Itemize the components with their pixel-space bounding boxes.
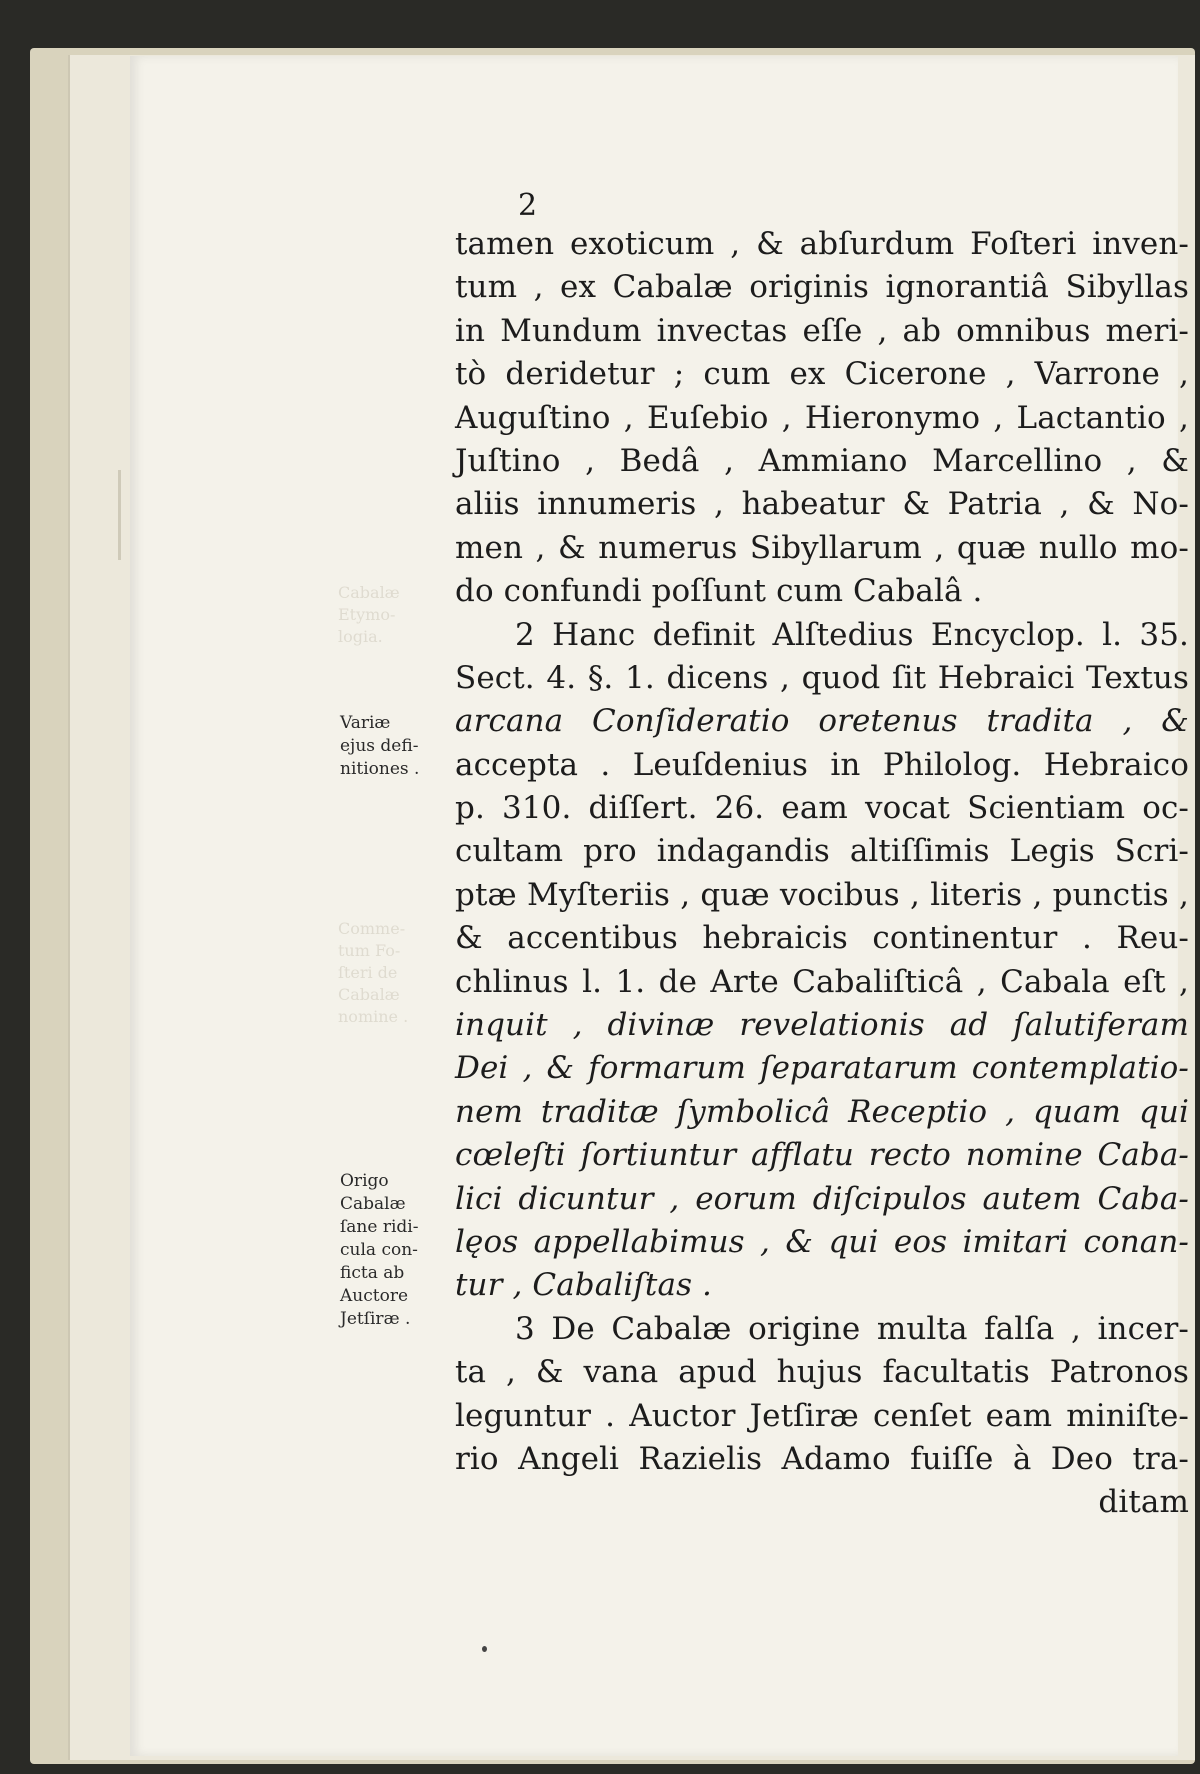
text-line: cultam pro indagandis altiſſimis Legis Scri- bbox=[455, 833, 1189, 870]
text-line: chlinus l. 1. de Arte Cabaliſticâ , Cabala eſt , bbox=[455, 963, 1189, 1000]
show-through-note-commentum bbox=[338, 918, 408, 1028]
text-line: inquit , divinæ revelationis ad ſalutiferam bbox=[455, 1007, 1189, 1044]
show-through-note-cabalae bbox=[338, 582, 400, 648]
text-line: Dei , & formarum ſeparatarum contemplatio- bbox=[455, 1050, 1189, 1087]
margin-note-line: Jetſiræ . bbox=[340, 1309, 411, 1329]
show-through-line: nomine . bbox=[338, 1007, 409, 1026]
text-line: arcana Conſideratio oretenus tradita , & bbox=[455, 703, 1189, 740]
ink-dot bbox=[482, 1646, 487, 1652]
text-line: lici dicuntur , eorum diſcipulos autem Caba- bbox=[455, 1180, 1189, 1217]
margin-note-line: ejus defi- bbox=[340, 736, 419, 756]
text-line: Sect. 4. §. 1. dicens , quod ſit Hebraici Textus bbox=[455, 659, 1189, 696]
margin-note-line: nitiones . bbox=[340, 759, 420, 779]
show-through-line: Etymo- bbox=[338, 605, 396, 624]
text-line: ta , & vana apud hujus facultatis Patronos bbox=[455, 1354, 1189, 1391]
text-line: nem traditæ ſymbolicâ Receptio , quam qui bbox=[455, 1093, 1189, 1130]
text-line: lęos appellabimus , & qui eos imitari conan- bbox=[455, 1223, 1189, 1260]
text-line: tamen exoticum , & abſurdum Foſteri inven- bbox=[455, 226, 1189, 262]
text-line: tò deridetur ; cum ex Cicerone , Varrone , bbox=[455, 356, 1189, 393]
catchword: ditam bbox=[1098, 1484, 1189, 1521]
show-through-line: ſteri de bbox=[338, 963, 398, 982]
text-line: Auguſtino , Euſebio , Hieronymo , Lactantio , bbox=[455, 399, 1189, 436]
margin-note-origo bbox=[340, 1170, 452, 1331]
show-through-line: Cabalæ bbox=[338, 583, 400, 602]
margin-note-line: Variæ bbox=[340, 713, 391, 733]
text-line: accepta . Leuſdenius in Philolog. Hebraico bbox=[455, 746, 1189, 783]
binding-mark bbox=[118, 470, 121, 560]
margin-note-line: ſane ridi- bbox=[340, 1217, 419, 1237]
margin-note-line: Cabalæ bbox=[340, 1194, 406, 1214]
text-line: Juſtino , Bedâ , Ammiano Marcellino , & bbox=[455, 442, 1189, 479]
text-line: in Mundum invectas eſſe , ab omnibus meri- bbox=[455, 312, 1189, 349]
margin-note-line: Origo bbox=[340, 1171, 389, 1191]
margin-note-line: ficta ab bbox=[340, 1263, 405, 1283]
text-line: men , & numerus Sibyllarum , quæ nullo mo- bbox=[455, 529, 1189, 566]
text-line: 3 De Cabalæ origine multa falſa , incer- bbox=[515, 1310, 1189, 1347]
text-line: tum , ex Cabalæ originis ignorantiâ Sibyllas bbox=[455, 269, 1189, 306]
text-line: do confundi poſſunt cum Cabalâ . bbox=[455, 573, 983, 610]
text-line: 2 Hanc definit Alſtedius Encyclop. l. 35. bbox=[515, 616, 1189, 653]
text-line: rio Angeli Razielis Adamo fuiſſe à Deo tra- bbox=[455, 1440, 1189, 1477]
text-line: tur , Cabaliſtas . bbox=[455, 1267, 712, 1304]
main-text-block bbox=[455, 223, 1189, 1525]
text-line: p. 310. diſſert. 26. eam vocat Scientiam oc- bbox=[455, 790, 1189, 827]
margin-note-line: Auctore bbox=[340, 1286, 408, 1306]
show-through-line: Comme- bbox=[338, 919, 406, 938]
margin-note-variae bbox=[340, 712, 452, 781]
margin-note-line: cula con- bbox=[340, 1240, 418, 1260]
page-number: 2 bbox=[518, 188, 538, 223]
show-through-line: logia. bbox=[338, 627, 383, 646]
show-through-line: tum Fo- bbox=[338, 941, 401, 960]
text-line: cœleſti ſortiuntur afflatu recto nomine Caba- bbox=[455, 1137, 1189, 1174]
text-line: aliis innumeris , habeatur & Patria , & No- bbox=[455, 486, 1189, 523]
text-line: & accentibus hebraicis continentur . Reu- bbox=[455, 920, 1189, 957]
text-line: ptæ Myſteriis , quæ vocibus , literis , punctis , bbox=[455, 876, 1189, 913]
show-through-line: Cabalæ bbox=[338, 985, 400, 1004]
text-line: leguntur . Auctor Jetſiræ cenſet eam miniſte- bbox=[455, 1397, 1189, 1434]
